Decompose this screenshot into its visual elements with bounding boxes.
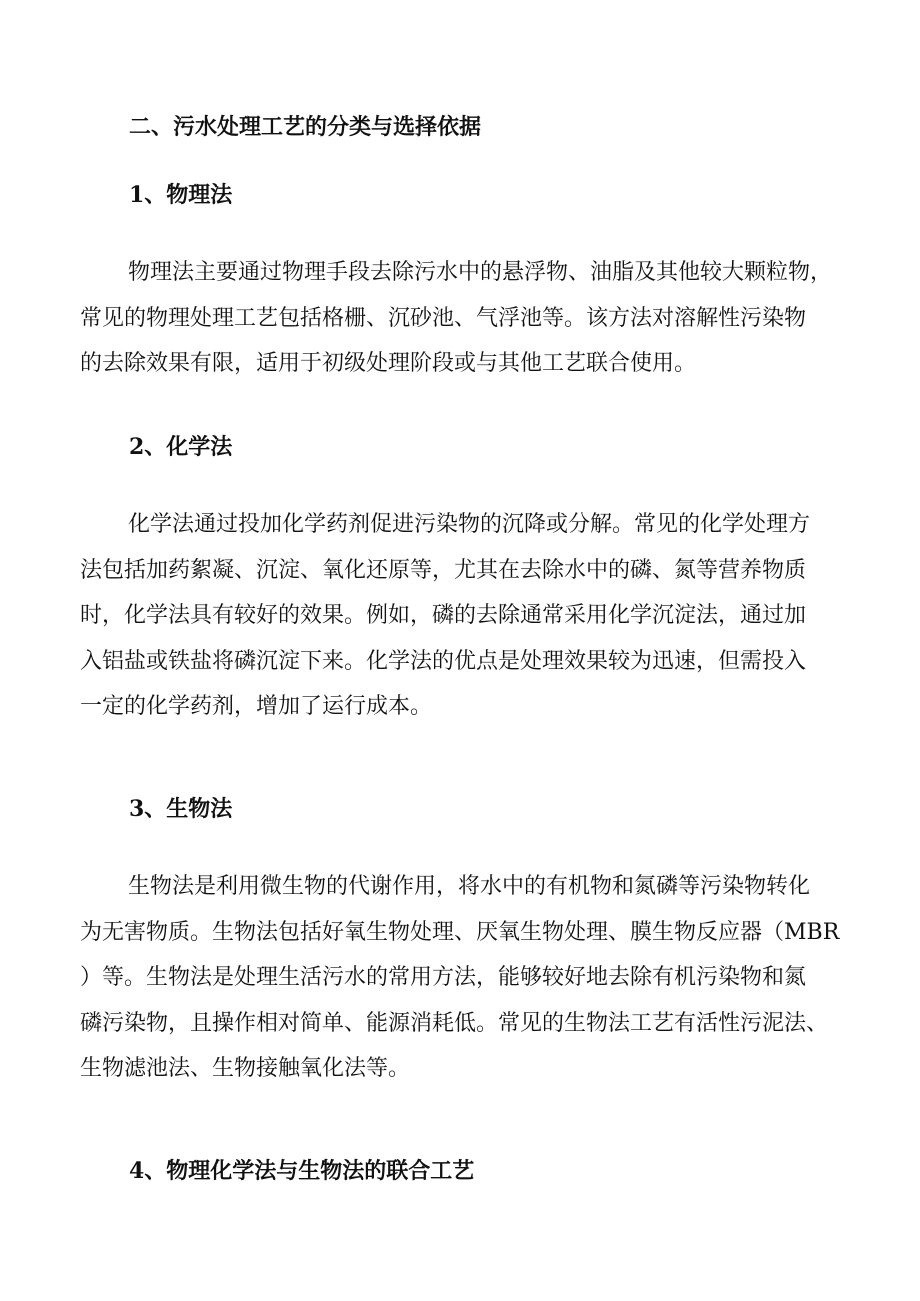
subsection-heading-biological: 3、生物法 — [129, 796, 233, 822]
paragraph-physical — [80, 250, 850, 387]
paragraph-line: 化学法通过投加化学药剂促进污染物的沉降或分解。常见的化学处理方 — [128, 512, 811, 537]
subsection-heading-chemical: 2、化学法 — [129, 434, 233, 460]
paragraph-line: 的去除效果有限，适用于初级处理阶段或与其他工艺联合使用。 — [80, 351, 697, 376]
paragraph-line: 生物法是利用微生物的代谢作用，将水中的有机物和氮磷等污染物转化 — [128, 874, 811, 899]
paragraph-line: 一定的化学药剂，增加了运行成本。 — [80, 694, 433, 719]
paragraph-line: 入铝盐或铁盐将磷沉淀下来。化学法的优点是处理效果较为迅速，但需投入 — [80, 648, 807, 674]
subsection-heading-physical: 1、物理法 — [129, 182, 233, 208]
section-title: 二、污水处理工艺的分类与选择依据 — [129, 114, 482, 140]
paragraph-line: 常见的物理处理工艺包括格栅、沉砂池、气浮池等。该方法对溶解性污染物 — [80, 305, 807, 331]
paragraph-line: 时，化学法具有较好的效果。例如，磷的去除通常采用化学沉淀法，通过加 — [80, 603, 807, 628]
paragraph-chemical — [80, 502, 850, 730]
paragraph-line: 磷污染物，且操作相对简单、能源消耗低。常见的生物法工艺有活性污泥法、 — [80, 1010, 829, 1036]
paragraph-line: 为无害物质。生物法包括好氧生物处理、厌氧生物处理、膜生物反应器（MBR — [80, 919, 840, 945]
paragraph-line: 法包括加药絮凝、沉淀、氧化还原等，尤其在去除水中的磷、氮等营养物质 — [80, 557, 807, 583]
paragraph-line: 生物滤池法、生物接触氧化法等。 — [80, 1056, 411, 1081]
subsection-heading-combined: 4、物理化学法与生物法的联合工艺 — [129, 1158, 475, 1184]
paragraph-biological — [80, 864, 850, 1092]
paragraph-line: ）等。生物法是处理生活污水的常用方法，能够较好地去除有机污染物和氮 — [80, 965, 807, 990]
paragraph-line: 物理法主要通过物理手段去除污水中的悬浮物、油脂及其他较大颗粒物， — [128, 260, 833, 285]
